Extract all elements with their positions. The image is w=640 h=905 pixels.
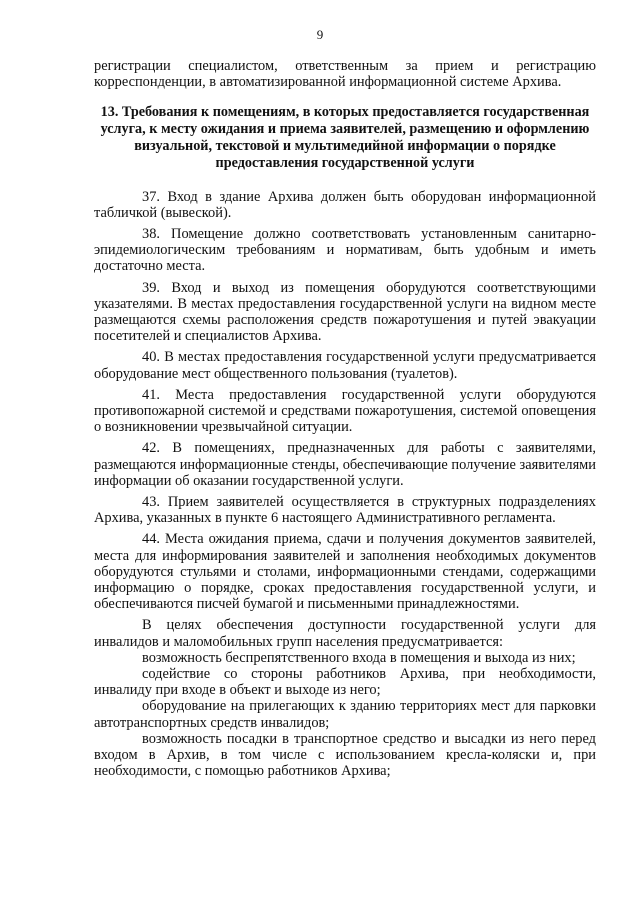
page-body [94, 58, 596, 780]
accessibility-item-parking: оборудование на прилегающих к зданию территориях мест для парковки автотранспортных средств инвалидов; [94, 698, 596, 731]
paragraph-38: 38. Помещение должно соответствовать установленным санитарно-эпидемиологическим требованиям и нормативам, быть удобным и иметь достаточно места. [94, 226, 596, 275]
paragraph-40: 40. В местах предоставления государственной услуги предусматривается оборудование мест общественного пользования (туалетов). [94, 349, 596, 382]
paragraph-41: 41. Места предоставления государственной услуги оборудуются противопожарной системой и средствами пожаротушения, системой оповещения о возникновении чрезвычайной ситуации. [94, 386, 596, 436]
accessibility-item-entry: возможность беспрепятственного входа в помещения и выхода из них; [142, 649, 576, 666]
accessibility-intro: В целях обеспечения доступности государственной услуги для инвалидов и маломобильных групп населения предусматривается: [94, 617, 596, 650]
paragraph-42: 42. В помещениях, предназначенных для работы с заявителями, размещаются информационные стенды, обеспечивающие получение заявителями информации об оказании государственной услуги. [94, 440, 596, 489]
section-heading: 13. Требования к помещениям, в которых предоставляется государственная услуга, к месту ожидания и приема заявителей, размещению и оформлению визуальной, текстовой и мультимедийной информации о порядке предоставления государственной услуги [100, 104, 590, 171]
intro-paragraph: регистрации специалистом, ответственным за прием и регистрацию корреспонденции, в автоматизированной информационной системе Архива. [94, 58, 596, 91]
accessibility-item-transport: возможность посадки в транспортное средство и высадки из него перед входом в Архив, в том числе с использованием кресла-коляски и, при необходимости, с помощью работников Архива; [94, 730, 596, 780]
page-number: 9 [316, 27, 324, 42]
paragraph-44: 44. Места ожидания приема, сдачи и получения документов заявителей, места для информирования заявителей и заполнения необходимых документов оборудуются стульями и столами, информационными стендами, содержащими информацию о порядке, сроках предоставления государственной услуги, и обеспечиваются писчей бумагой и письменными принадлежностями. [94, 531, 596, 613]
paragraph-39: 39. Вход и выход из помещения оборудуются соответствующими указателями. В местах предоставления государственной услуги на видном месте размещаются схемы расположения средств пожаротушения и путей эвакуации посетителей и специалистов Архива. [94, 279, 596, 345]
paragraph-43: 43. Прием заявителей осуществляется в структурных подразделениях Архива, указанных в пункте 6 настоящего Административного регламента. [94, 494, 596, 527]
accessibility-item-assistance: содействие со стороны работников Архива, при необходимости, инвалиду при входе в объект и выходе из него; [94, 666, 596, 699]
paragraph-37: 37. Вход в здание Архива должен быть оборудован информационной табличкой (вывеской). [94, 188, 596, 221]
